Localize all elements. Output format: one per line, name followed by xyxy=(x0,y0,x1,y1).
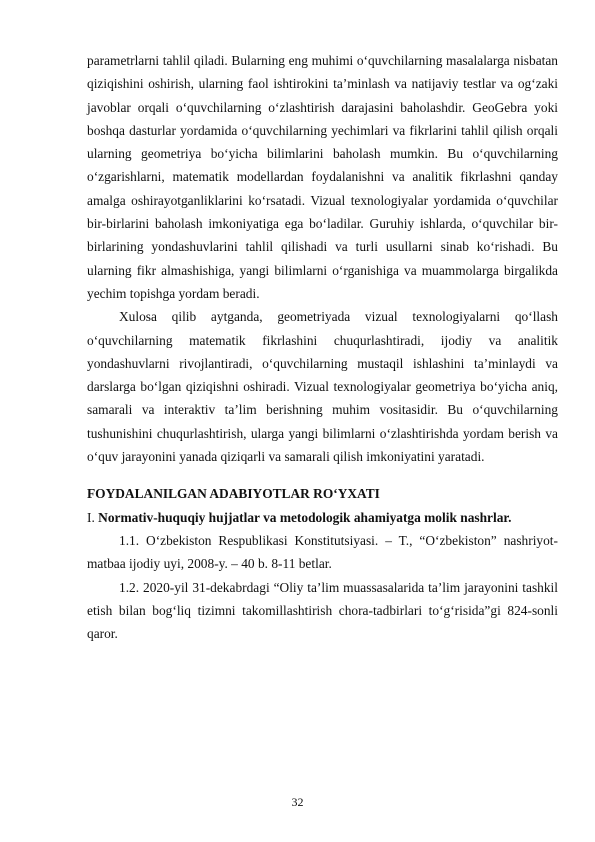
paragraph-conclusion: Xulosa qilib aytganda, geometriyada vizual texnologiyalarni qo‘llash o‘quvchilarning matematik fikrlashini chuqurlashtiradi, ijodiy va analitik yondashuvlarni rivojlantiradi, o‘quvchilarning mustaqil ishlashini ta’minlaydi va darslarga bo‘lgan qiziqishni oshiradi. Vizual texnologiyalar geometriya bo‘yicha aniq, samarali va interaktiv ta’lim berishning muhim vositasidir. Bu o‘quvchilarning tushunishini chuqurlashtirish, ularga yangi bilimlarni o‘zlashtirishda yordam berish va o‘quv jarayonini yanada qiziqarli va samarali qilish imkoniyatini yaratadi. xyxy=(87,309,558,465)
references-section-title xyxy=(87,506,558,529)
section-number: I. xyxy=(87,509,95,525)
section-title: Normativ-huquqiy hujjatlar va metodologik ahamiyatga molik nashrlar. xyxy=(98,509,512,525)
spacer xyxy=(87,468,558,482)
reference-item: 1.1. O‘zbekiston Respublikasi Konstitutsiyasi. – T., “O‘zbekiston” nashriyot-matbaa ijodiy uyi, 2008-y. – 40 b. 8-11 betlar. xyxy=(87,532,558,572)
page-number: 32 xyxy=(291,795,304,809)
page-content xyxy=(87,49,558,645)
reference-item: 1.2. 2020-yil 31-dekabrdagi “Oliy ta’lim muassasalarida ta’lim jarayonini tashkil etish bilan bog‘liq tizimni takomillashtirish chora-tadbirlari to‘g‘risida”gi 824-sonli qaror. xyxy=(87,579,558,642)
references-heading: FOYDALANILGAN ADABIYOTLAR RO‘YXATI xyxy=(87,486,380,502)
paragraph-analysis: parametrlarni tahlil qiladi. Bularning eng muhimi o‘quvchilarning masalalarga nisbatan qiziqishini oshirish, ularning faol ishtirokini ta’minlash va natijaviy testlar va og‘zaki javoblar orqali o‘quvchilarning o‘zlashtirish darajasini baholashdir. GeoGebra yoki boshqa dasturlar yordamida o‘quvchilarning yechimlari va fikrlarini tahlil qilish orqali ularning geometriya bo‘yicha bilimlarini baholash mumkin. Bu o‘quvchilarning o‘zgarishlarni, matematik modellardan foydalanishni va analitik fikrlashni qanday amalga oshirayotganliklarini ko‘rsatadi. Vizual texnologiyalar yordamida o‘quvchilar bir-birlarini baholash imkoniyatiga ega bo‘ladilar. Guruhiy ishlarda, o‘quvchilar bir-birlarining yondashuvlarini tahlil qilishadi va turli usullarni sinab ko‘rishadi. Bu ularning fikr almashishiga, yangi bilimlarni o‘rganishiga va muammolarga birgalikda yechim topishga yordam beradi. xyxy=(87,53,558,301)
